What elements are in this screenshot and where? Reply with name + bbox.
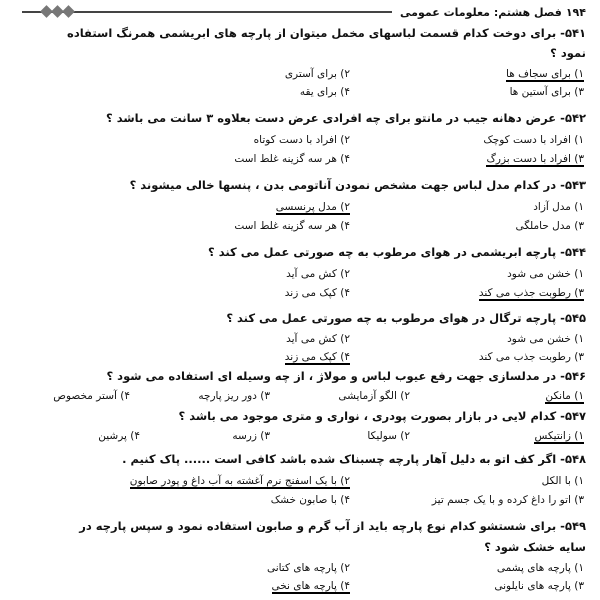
q546-option-2[interactable]: ۲) الگو آزمایشی [338,390,410,402]
q542-option-3[interactable]: ۳) افراد با دست بزرگ [486,153,584,165]
chapter-title: فصل هشتم: معلومات عمومی [400,5,562,19]
q549-option-3[interactable]: ۳) پارچه های نایلونی [494,580,584,592]
q545-option-1[interactable]: ۱) خشن می شود [507,333,584,345]
question-543: ۵۴۳- در کدام مدل لباس جهت مشخص نمودن آناتومی بدن ، پنسها خالی میشوند ؟ [129,178,586,192]
question-545: ۵۴۵- پارچه ترگال در هوای مرطوب به چه صورتی عمل می کند ؟ [226,311,586,325]
q549-option-1[interactable]: ۱) پارچه های پشمی [496,562,584,574]
q546-option-4[interactable]: ۴) آستر مخصوص [53,390,130,402]
q547-option-1[interactable]: ۱) زانتیکس [534,430,584,442]
question-549-continued: سایه خشک شود ؟ [484,540,586,554]
q548-option-3[interactable]: ۳) اتو را داغ کرده و با یک جسم تیز [431,494,584,506]
q542-option-1[interactable]: ۱) افراد با دست کوچک [483,134,584,146]
question-548: ۵۴۸- اگر کف اتو به دلیل آهار پارچه چسبناک شده باشد کافی است ...... پاک کنیم . [122,452,586,466]
q548-option-4[interactable]: ۴) با صابون خشک [270,494,350,506]
q543-option-1[interactable]: ۱) مدل آزاد [533,201,584,213]
page-number: ۱۹۴ [565,5,586,19]
q547-option-3[interactable]: ۳) زرسه [232,430,270,442]
q549-option-4[interactable]: ۴) پارچه های نخی [271,580,350,592]
q547-option-2[interactable]: ۲) سولیکا [367,430,410,442]
page-header [14,4,586,20]
question-544: ۵۴۴- پارچه ابریشمی در هوای مرطوب به چه صورتی عمل می کند ؟ [208,245,586,259]
q541-option-4[interactable]: ۴) برای یقه [299,86,350,98]
diamond-ornament-icon [42,7,73,16]
q541-option-1[interactable]: ۱) برای سجاف ها [506,68,584,80]
q541-option-3[interactable]: ۳) برای آستین ها [509,86,584,98]
question-547: ۵۴۷- کدام لایی در بازار بصورت پودری ، نواری و متری موجود می باشد ؟ [178,409,586,423]
q545-option-3[interactable]: ۳) رطوبت جذب می کند [478,351,584,363]
question-546: ۵۴۶- در مدلسازی جهت رفع عیوب لباس و مولاژ ، از چه وسیله ای استفاده می شود ؟ [106,369,586,383]
q548-option-1[interactable]: ۱) با الکل [541,475,584,487]
q549-option-2[interactable]: ۲) پارچه های کتانی [266,562,350,574]
header-rule [22,11,392,13]
question-549: ۵۴۹- برای شستشو کدام نوع پارچه باید از آب گرم و صابون استفاده نمود و سپس پارچه در [79,519,586,533]
q546-option-3[interactable]: ۳) دور ریز پارچه [198,390,270,402]
q542-option-4[interactable]: ۴) هر سه گزینه غلط است [234,153,350,165]
q545-option-4[interactable]: ۴) کپک می زند [284,351,350,363]
q544-option-1[interactable]: ۱) خشن می شود [507,268,584,280]
q543-option-2[interactable]: ۲) مدل پرنسسی [275,201,350,213]
q548-option-2[interactable]: ۲) با یک اسفنج نرم آغشته به آب داغ و پودر صابون [129,475,350,487]
q545-option-2[interactable]: ۲) کش می آید [286,333,350,345]
question-542: ۵۴۲- عرض دهانه جیب در مانتو برای چه افرادی عرض دست بعلاوه ۳ سانت می باشد ؟ [106,111,586,125]
q543-option-4[interactable]: ۴) هر سه گزینه غلط است [234,220,350,232]
question-541-continued: نمود ؟ [550,46,586,60]
q547-option-4[interactable]: ۴) پرشین [98,430,140,442]
question-541: ۵۴۱- برای دوخت کدام قسمت لباسهای مخمل میتوان از پارچه های ابریشمی همرنگ استفاده [67,26,586,40]
q541-option-2[interactable]: ۲) برای آستری [284,68,350,80]
q542-option-2[interactable]: ۲) افراد با دست کوتاه [253,134,350,146]
q544-option-2[interactable]: ۲) کش می آید [286,268,350,280]
q544-option-3[interactable]: ۳) رطوبت جذب می کند [478,287,584,299]
q544-option-4[interactable]: ۴) کپک می زند [284,287,350,299]
q543-option-3[interactable]: ۳) مدل حاملگی [515,220,584,232]
q546-option-1[interactable]: ۱) مانکن [545,390,584,402]
